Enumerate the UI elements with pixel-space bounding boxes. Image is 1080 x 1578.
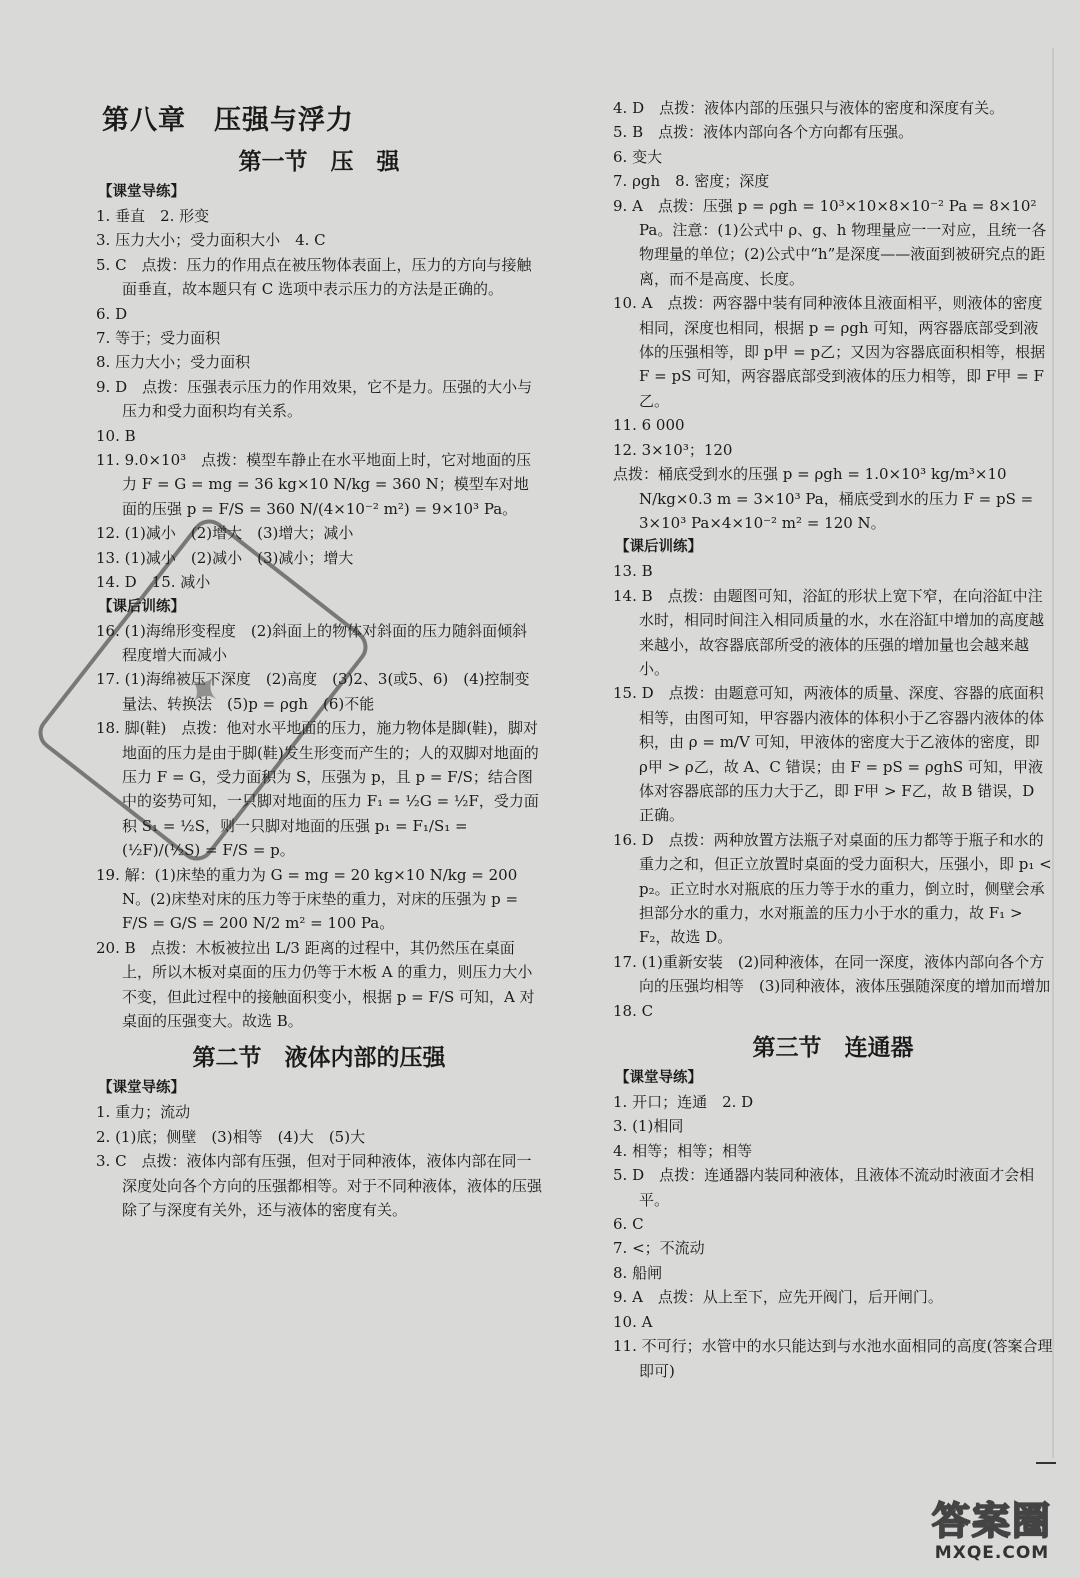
- answer-item: 10. B: [96, 426, 136, 445]
- answer-item: 7. 等于；受力面积: [96, 329, 221, 348]
- answer-item: 5. B 点拨：液体内部向各个方向都有压强。: [613, 123, 914, 142]
- answer-item: 11. 9.0×10³ 点拨：模型车静止在水平地面上时，它对地面的压力 F = G = mg = 36 kg×10 N/kg = 360 N；模型车对地面的压强 p = F/S = 360 N/(4×10⁻² m²) = 9×10³ Pa。: [96, 451, 532, 518]
- page-corner-mark: [1036, 1462, 1056, 1464]
- answer-item: 17. (1)海绵被压下深度 (2)高度 (3)2、3(或5、6) (4)控制变量法、转换法 (5)p = ρgh (6)不能: [96, 670, 530, 713]
- section-tag: 【课堂导练】: [98, 183, 185, 200]
- answer-item: 16. D 点拨：两种放置方法瓶子对桌面的压力都等于瓶子和水的重力之和，但正立放置时桌面的受力面积大，压强小，即 p₁ < p₂。正立时水对瓶底的压力等于水的重力，倒立时，侧壁会承担部分水的重力，水对瓶盖的压力小于水的重力，故 F₁ > F₂，故选 D。: [613, 830, 1052, 947]
- section-tag: 【课后训练】: [98, 597, 185, 615]
- answer-item: 7. <；不流动: [613, 1239, 705, 1258]
- answer-item: 17. (1)重新安装 (2)同种液体，在同一深度，液体内部向各个方向的压强均相等 (3)同种液体，液体压强随深度的增加而增加: [613, 952, 1051, 996]
- answer-item: 14. B 点拨：由题图可知，浴缸的形状上宽下窄，在向浴缸中注水时，相同时间注入相同质量的水，水在浴缸中增加的高度越来越小，故容器底部所受的液体的压强的增加量也会越来越小。: [613, 586, 1045, 678]
- answer-item: 8. 压力大小；受力面积: [96, 353, 251, 372]
- right-column: [613, 96, 1053, 1383]
- answer-item: 3. C 点拨：液体内部有压强，但对于同种液体，液体内部在同一深度处向各个方向的压强都相等。对于不同种液体，液体的压强除了与深度有关外，还与液体的密度有关。: [96, 1152, 543, 1220]
- answer-item: 2. (1)底；侧壁 (3)相等 (4)大 (5)大: [96, 1127, 366, 1146]
- answer-item: 点拨：桶底受到水的压强 p = ρgh = 1.0×10³ kg/m³×10 N/kg×0.3 m = 3×10³ Pa，桶底受到水的压力 F = pS = 3×10³ Pa×4×10⁻² m² = 120 N。: [613, 465, 1034, 532]
- answer-item: 8. 船闸: [613, 1263, 663, 1282]
- answer-item: 14. D 15. 减小: [96, 573, 211, 592]
- section-title: 第二节 液体内部的压强: [192, 1044, 446, 1072]
- answer-item: 1. 开口；连通 2. D: [613, 1093, 754, 1112]
- answer-item: 11. 不可行；水管中的水只能达到与水池水面相同的高度(答案合理即可): [613, 1337, 1053, 1380]
- answer-item: 12. (1)减小 (2)增大 (3)增大；减小: [96, 524, 354, 543]
- answer-item: 16. (1)海绵形变程度 (2)斜面上的物体对斜面的压力随斜面倾斜程度增大而减小: [96, 621, 528, 664]
- answer-item: 6. D: [96, 304, 128, 323]
- answer-item: 13. B: [613, 562, 653, 581]
- section-title: 第三节 连通器: [752, 1034, 914, 1062]
- answer-item: 18. C: [613, 1001, 654, 1020]
- answer-item: 3. 压力大小；受力面积大小 4. C: [96, 231, 326, 250]
- answer-item: 19. 解：(1)床垫的重力为 G = mg = 20 kg×10 N/kg = 200 N。(2)床垫对床的压力等于床垫的重力，对床的压强为 p = F/S = G/S = 200 N/2 m² = 100 Pa。: [96, 865, 519, 933]
- answer-item: 4. 相等；相等；相等: [613, 1141, 753, 1160]
- answer-item: 11. 6 000: [613, 416, 685, 435]
- answer-item: 1. 重力；流动: [96, 1103, 191, 1122]
- answer-item: 12. 3×10³；120: [613, 440, 733, 459]
- answer-item: 10. A: [613, 1312, 653, 1331]
- stamp-watermark: ✦: [31, 512, 374, 868]
- answer-item: 6. C: [613, 1215, 644, 1234]
- answer-item: 1. 垂直 2. 形变: [96, 207, 210, 225]
- answer-item: 9. D 点拨：压强表示压力的作用效果，它不是力。压强的大小与压力和受力面积均有关系。: [96, 377, 533, 421]
- answer-item: 4. D 点拨：液体内部的压强只与液体的密度和深度有关。: [613, 99, 1005, 117]
- right-content: [613, 96, 1053, 1383]
- answer-item: 9. A 点拨：压强 p = ρgh = 10³×10×8×10⁻² Pa = 8×10² Pa。注意：(1)公式中 ρ、g、h 物理量应一一对应，且统一各物理量的单位；(2)公式中“h”是深度——液面到被研究点的距离，而不是高度、长度。: [613, 196, 1047, 288]
- answer-item: 7. ρgh 8. 密度；深度: [613, 172, 770, 191]
- answer-item: 13. (1)减小 (2)减小 (3)减小；增大: [96, 548, 354, 567]
- section-title: 第一节 压 强: [238, 148, 400, 175]
- answer-item: 15. D 点拨：由题意可知，两液体的质量、深度、容器的底面积相等，由图可知，甲容器内液体的体积小于乙容器内液体的体积，由 ρ = m/V 可知，甲液体的密度大于乙液体的密度，即 ρ甲 > ρ乙，故 A、C 错误；由 F = pS = ρghS 可知，甲液体对容器底部的压力大于乙，即 F甲 > F乙，故 B 错误，D 正确。: [613, 684, 1045, 825]
- answer-item: 20. B 点拨：木板被拉出 L/3 距离的过程中，其仍然压在桌面上，所以木板对桌面的压力仍等于木板 A 的重力，则压力大小不变，但此过程中的接触面积变小，根据 p = F/S 可知，A 对桌面的压强变大。故选 B。: [96, 938, 535, 1030]
- chapter-title: 第八章 压强与浮力: [102, 105, 354, 136]
- logo-cn-text: 答案圈: [931, 1499, 1052, 1543]
- answer-item: 18. 脚(鞋) 点拨：他对水平地面的压力，施力物体是脚(鞋)，脚对地面的压力是由于脚(鞋)发生形变而产生的；人的双脚对地面的压力 F = G，受力面积为 S，压强为 p，且 p = F/S；结合图中的姿势可知，一只脚对地面的压力 F₁ = ½G = ½F，受力面积 S₁ = ½S，则一只脚对地面的压强 p₁ = F₁/S₁ = (½F)/(½S) = F/S = p。: [96, 719, 539, 860]
- site-logo: [912, 1490, 1072, 1572]
- section-tag: 【课堂导练】: [98, 1079, 185, 1097]
- section-tag: 【课堂导练】: [615, 1069, 702, 1087]
- answer-item: 10. A 点拨：两容器中装有同种液体且液面相平，则液体的密度相同，深度也相同，根据 p = ρgh 可知，两容器底部受到液体的压强相等，即 p甲 = p乙；又因为容器底面积相等，根据 F = pS 可知，两容器底部受到液体的压力相等，即 F甲 = F乙。: [613, 294, 1046, 410]
- section-tag: 【课后训练】: [615, 538, 702, 556]
- answer-item: 3. (1)相同: [613, 1117, 684, 1136]
- answer-item: 9. A 点拨：从上至下，应先开阀门，后开闸门。: [613, 1288, 943, 1307]
- answer-item: 6. 变大: [613, 147, 663, 166]
- answer-item: 5. C 点拨：压力的作用点在被压物体表面上，压力的方向与接触面垂直，故本题只有 C 选项中表示压力的方法是正确的。: [96, 255, 532, 299]
- answer-item: 5. D 点拨：连通器内装同种液体，且液体不流动时液面才会相平。: [613, 1166, 1035, 1209]
- logo-en-text: MXQE.COM: [934, 1543, 1050, 1563]
